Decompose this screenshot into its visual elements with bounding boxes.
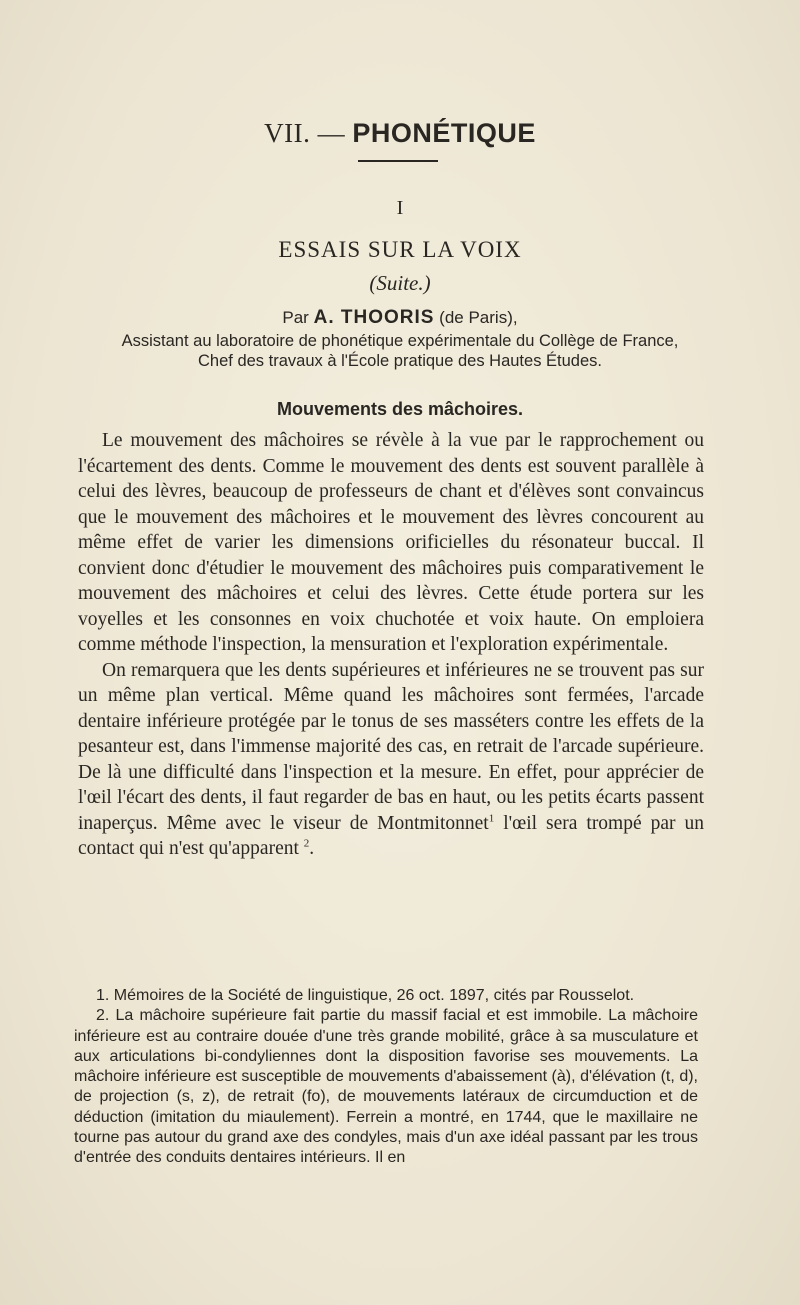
affiliation-line-1: Assistant au laboratoire de phonétique expérimentale du Collège de France, xyxy=(121,332,679,350)
paragraph-2-part-a: On remarquera que les dents supérieures et inférieures ne se trouvent pas sur un même plan vertical. Même quand les mâchoires sont fermées, l'arcade dentaire inférieure protégée par le tonus de ses masséters contre les effets de la pesanteur est, dans l'immense majorité des cas, en retrait de l'arcade supérieure. De là une difficulté dans l'inspection et la mesure. En effet, pour apprécier de l'œil l'écart des dents, il faut regarder de bas en haut, ou les petits écarts passent inaperçus. Même avec le viseur de Montmitonnet xyxy=(78,659,704,834)
body-text xyxy=(78,428,704,862)
subheading: Mouvements des mâchoires. xyxy=(276,399,524,419)
section-dash: — xyxy=(317,118,346,148)
paragraph-2-end: . xyxy=(309,838,315,859)
section-name: PHONÉTIQUE xyxy=(352,118,536,148)
section-number: VII. xyxy=(264,118,311,148)
footnote-ref-2: 2 xyxy=(303,837,310,850)
paragraph-1: Le mouvement des mâchoires se révèle à la vue par le rapprochement ou l'écartement des dents. Comme le mouvement des dents est souvent parallèle à celui des lèvres, beaucoup de professeurs de chant et d'élèves sont convaincus que le mouvement des mâchoires et le mouvement des lèvres concourent au même effet de varier les dimensions orificielles du résonateur buccal. Il convient donc d'étudier le mouvement des mâchoires puis comparativement le mouvement des mâchoires et celui des lèvres. Cette étude portera sur les voyelles et les consonnes en voix chuchotée et voix haute. On emploiera comme méthode l'inspection, la mensuration et l'exploration expérimentale. xyxy=(78,430,704,655)
footnotes xyxy=(74,986,698,1169)
part-number: I xyxy=(396,197,404,219)
paragraph-2 xyxy=(78,658,704,862)
footnote-2: 2. La mâchoire supérieure fait partie du massif facial et est immobile. La mâchoire inférieure est au contraire douée d'une très grande mobilité, grâce à sa musculature et aux articulations bi-condyliennes dont la disposition favorise ses mouvements. La mâchoire inférieure est susceptible de mouvements d'abaissement (à), d'élévation (t, d), de projection (s, z), de retrait (fo), de mouvements latéraux de circumduction et de déduction (imitation du miaulement). Ferrein a montré, en 1744, que le maxillaire ne tourne pas autour du grand axe des condyles, mais d'un axe idéal passant par les trous d'entrée des conduits dentaires intérieurs. Il en xyxy=(74,1007,698,1167)
author-origin: (de Paris), xyxy=(439,308,518,327)
paragraph-2-part-b: l'œil sera trompé par un contact qui n'est qu'apparent xyxy=(78,812,704,859)
footnote-ref-1: 1 xyxy=(488,812,495,824)
author-name: A. THOORIS xyxy=(313,307,435,328)
affiliation-line-2: Chef des travaux à l'École pratique des Hautes Études. xyxy=(198,352,602,370)
section-title xyxy=(0,118,800,149)
essay-suite: (Suite.) xyxy=(369,271,431,295)
byline xyxy=(0,307,800,329)
byline-prefix: Par xyxy=(282,308,309,327)
footnote-1: 1. Mémoires de la Société de linguistique, 26 oct. 1897, cités par Rousselot. xyxy=(96,987,635,1004)
title-rule xyxy=(358,160,438,162)
essay-title: ESSAIS SUR LA VOIX xyxy=(278,237,522,262)
